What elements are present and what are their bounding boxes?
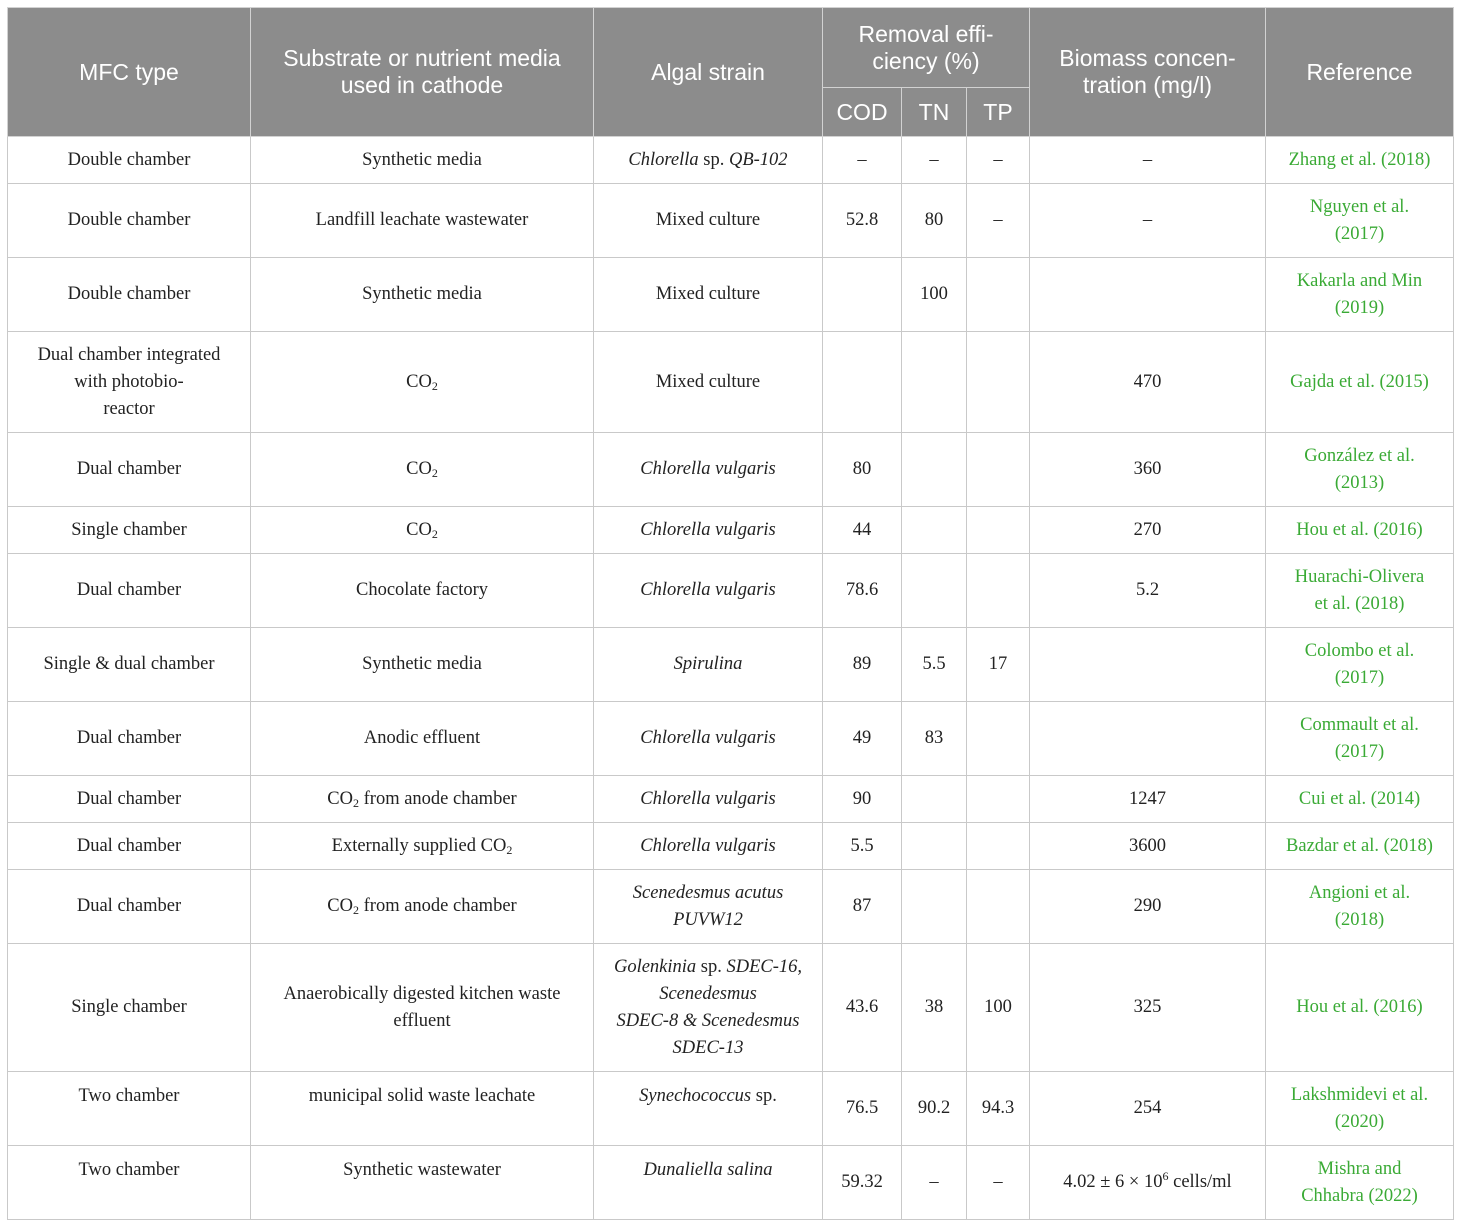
ref-line1: Huarachi-Olivera (1294, 566, 1425, 587)
cell-cod: 78.6 (823, 554, 902, 628)
ref-line1: Lakshmidevi et al. (1290, 1084, 1429, 1105)
cell-reference-link[interactable]: Hou et al. (2016) (1266, 944, 1454, 1072)
cell-tn (902, 433, 967, 507)
cell-tp: 94.3 (967, 1072, 1030, 1146)
substrate-text-rest: from anode chamber (359, 788, 517, 809)
table-row (8, 258, 1454, 332)
cell-tn: 5.5 (902, 628, 967, 702)
ref-line2: (2020) (1334, 1111, 1385, 1132)
cell-tn (902, 554, 967, 628)
cell-substrate (251, 433, 594, 507)
header-removal-line1: Removal effi- (858, 20, 994, 47)
cell-mfc-type: Dual chamber (8, 776, 251, 823)
superscript: 6 (1162, 1169, 1169, 1183)
biomass-unit: cells/ml (1168, 1172, 1232, 1192)
cell-mfc-type: Dual chamber (8, 554, 251, 628)
table-row (8, 332, 1454, 433)
cell-biomass: 470 (1030, 332, 1266, 433)
cell-tn (902, 870, 967, 944)
cell-tp: – (967, 137, 1030, 184)
cell-reference-link[interactable] (1266, 433, 1454, 507)
ref-line1: Commault et al. (1300, 714, 1419, 735)
strain-genus: Golenkinia (613, 956, 697, 977)
cell-cod: 90 (823, 776, 902, 823)
strain-line4: SDEC-13 (672, 1037, 744, 1058)
cell-substrate: Chocolate factory (251, 554, 594, 628)
subscript: 2 (431, 466, 438, 480)
table-row (8, 944, 1454, 1072)
cell-biomass (1030, 702, 1266, 776)
substrate-text: CO (406, 519, 432, 540)
substrate-text: CO (327, 896, 353, 916)
cell-algal-strain: Mixed culture (594, 258, 823, 332)
substrate-text-rest: from anode chamber (359, 896, 517, 916)
cell-tp (967, 433, 1030, 507)
cell-biomass: 290 (1030, 870, 1266, 944)
cell-cod: 89 (823, 628, 902, 702)
header-tn: TN (902, 88, 967, 137)
strain-genus: Synechococcus (639, 1086, 752, 1106)
cell-mfc-type: Double chamber (8, 258, 251, 332)
cell-tp (967, 823, 1030, 870)
cell-tp: – (967, 184, 1030, 258)
table-row (8, 184, 1454, 258)
cell-algal-strain: Chlorella vulgaris (594, 702, 823, 776)
cell-substrate: municipal solid waste leachate (251, 1072, 594, 1146)
header-biomass-line2: tration (mg/l) (1082, 72, 1213, 98)
table-row (8, 776, 1454, 823)
header-substrate-line2: used in cathode (340, 72, 504, 98)
substrate-line1: Anaerobically digested kitchen waste (283, 983, 561, 1004)
cell-reference-link[interactable] (1266, 628, 1454, 702)
cell-reference-link[interactable] (1266, 554, 1454, 628)
cell-biomass: 3600 (1030, 823, 1266, 870)
cell-substrate (251, 823, 594, 870)
cell-tn (902, 332, 967, 433)
mfc-algae-table (7, 7, 1454, 1220)
table-row (8, 554, 1454, 628)
ref-line2: (2017) (1334, 741, 1385, 762)
table-container (7, 7, 1453, 1220)
cell-algal-strain (594, 870, 823, 944)
cell-biomass: 5.2 (1030, 554, 1266, 628)
ref-line1: González et al. (1304, 445, 1415, 466)
ref-line1: Kakarla and Min (1296, 270, 1423, 291)
cell-algal-strain: Mixed culture (594, 332, 823, 433)
substrate-text: CO (406, 371, 432, 392)
cell-biomass (1030, 1146, 1266, 1220)
cell-tp: – (967, 1146, 1030, 1220)
table-body (8, 137, 1454, 1220)
cell-cod (823, 258, 902, 332)
cell-biomass: 1247 (1030, 776, 1266, 823)
cell-cod: 80 (823, 433, 902, 507)
biomass-value: 4.02 ± 6 × 10 (1063, 1172, 1163, 1192)
subscript: 2 (353, 903, 359, 917)
cell-algal-strain: Chlorella vulgaris (594, 433, 823, 507)
ref-line2: (2017) (1334, 223, 1385, 244)
cell-cod: 87 (823, 870, 902, 944)
cell-biomass: 360 (1030, 433, 1266, 507)
cell-tp (967, 554, 1030, 628)
cell-mfc-type: Single chamber (8, 944, 251, 1072)
substrate-text: Externally supplied CO (331, 835, 507, 856)
table-row (8, 870, 1454, 944)
strain-code: QB-102 (728, 149, 788, 170)
cell-reference-link[interactable] (1266, 258, 1454, 332)
header-removal-line2: ciency (%) (872, 47, 980, 74)
cell-mfc-type: Two chamber (8, 1146, 251, 1220)
mfc-line1: Dual chamber integrated (37, 344, 221, 365)
cell-tp (967, 507, 1030, 554)
strain-line2: Scenedesmus (659, 983, 757, 1004)
table-row (8, 1072, 1454, 1146)
cell-reference-link[interactable]: Hou et al. (2016) (1266, 507, 1454, 554)
cell-algal-strain: Chlorella vulgaris (594, 823, 823, 870)
table-row (8, 507, 1454, 554)
table-row (8, 137, 1454, 184)
cell-reference-link[interactable] (1266, 870, 1454, 944)
cell-substrate: Anodic effluent (251, 702, 594, 776)
cell-tp: 17 (967, 628, 1030, 702)
ref-line1: Colombo et al. (1304, 640, 1415, 661)
cell-biomass: – (1030, 137, 1266, 184)
cell-mfc-type: Double chamber (8, 184, 251, 258)
cell-substrate: Synthetic media (251, 137, 594, 184)
cell-tp (967, 702, 1030, 776)
cell-mfc-type: Single chamber (8, 507, 251, 554)
cell-tp (967, 776, 1030, 823)
header-removal-efficiency (823, 8, 1030, 88)
subscript: 2 (353, 795, 359, 810)
ref-line1: Nguyen et al. (1309, 196, 1410, 217)
ref-line1: Angioni et al. (1308, 882, 1411, 903)
cell-algal-strain (594, 137, 823, 184)
cell-mfc-type: Dual chamber (8, 870, 251, 944)
table-row (8, 433, 1454, 507)
cell-tn (902, 776, 967, 823)
cell-substrate (251, 507, 594, 554)
cell-substrate (251, 870, 594, 944)
cell-reference-link[interactable] (1266, 702, 1454, 776)
cell-biomass: 325 (1030, 944, 1266, 1072)
cell-reference-link[interactable]: Cui et al. (2014) (1266, 776, 1454, 823)
cell-tp (967, 258, 1030, 332)
cell-tp: 100 (967, 944, 1030, 1072)
cell-reference-link[interactable] (1266, 1146, 1454, 1220)
ref-line2: (2017) (1334, 667, 1385, 688)
subscript: 2 (431, 526, 438, 541)
cell-cod: 52.8 (823, 184, 902, 258)
subscript: 2 (431, 378, 438, 393)
cell-cod: 43.6 (823, 944, 902, 1072)
header-biomass-line1: Biomass concen- (1059, 45, 1236, 71)
strain-line3: SDEC-8 & Scenedesmus (616, 1010, 800, 1031)
header-tp: TP (967, 88, 1030, 137)
cell-mfc-type: Dual chamber (8, 433, 251, 507)
cell-mfc-type: Dual chamber (8, 702, 251, 776)
cell-algal-strain: Chlorella vulgaris (594, 776, 823, 823)
cell-cod: 5.5 (823, 823, 902, 870)
cell-mfc-type: Double chamber (8, 137, 251, 184)
cell-tn: 83 (902, 702, 967, 776)
cell-substrate (251, 332, 594, 433)
cell-algal-strain: Spirulina (594, 628, 823, 702)
substrate-line2: effluent (393, 1010, 451, 1031)
cell-mfc-type (8, 332, 251, 433)
strain-line1: Scenedesmus acutus (632, 882, 784, 903)
cell-algal-strain: Mixed culture (594, 184, 823, 258)
table-row (8, 823, 1454, 870)
ref-line2: Chhabra (2022) (1301, 1185, 1418, 1206)
cell-cod: 49 (823, 702, 902, 776)
substrate-text: CO (327, 788, 353, 809)
header-algal-strain: Algal strain (594, 8, 823, 137)
cell-tn: – (902, 137, 967, 184)
cell-mfc-type: Dual chamber (8, 823, 251, 870)
cell-biomass (1030, 628, 1266, 702)
header-substrate-line1: Substrate or nutrient media (283, 45, 561, 71)
mfc-line2: with photobio- (74, 371, 184, 392)
cell-cod (823, 332, 902, 433)
strain-sp: sp. (751, 1086, 777, 1106)
cell-cod: 59.32 (823, 1146, 902, 1220)
strain-line2: PUVW12 (673, 909, 743, 930)
cell-reference-link[interactable] (1266, 1072, 1454, 1146)
ref-line1: Mishra and (1317, 1158, 1402, 1179)
cell-biomass: – (1030, 184, 1266, 258)
cell-algal-strain: Chlorella vulgaris (594, 554, 823, 628)
cell-substrate (251, 944, 594, 1072)
cell-cod: – (823, 137, 902, 184)
cell-reference-link[interactable]: Gajda et al. (2015) (1266, 332, 1454, 433)
cell-tn: 100 (902, 258, 967, 332)
cell-algal-strain: Dunaliella salina (594, 1146, 823, 1220)
ref-line2: (2019) (1334, 297, 1385, 318)
subscript: 2 (506, 842, 513, 857)
strain-genus: Chlorella (628, 149, 699, 170)
strain-sp: sp. (696, 956, 727, 977)
cell-substrate: Synthetic media (251, 258, 594, 332)
header-substrate (251, 8, 594, 137)
ref-line2: (2013) (1334, 472, 1385, 493)
mfc-line3: reactor (103, 398, 155, 419)
cell-biomass: 254 (1030, 1072, 1266, 1146)
strain-sp: sp. (698, 149, 729, 170)
cell-algal-strain (594, 944, 823, 1072)
cell-reference-link[interactable]: Zhang et al. (2018) (1266, 137, 1454, 184)
cell-reference-link[interactable]: Bazdar et al. (2018) (1266, 823, 1454, 870)
cell-tn: 38 (902, 944, 967, 1072)
cell-tn: – (902, 1146, 967, 1220)
cell-tp (967, 870, 1030, 944)
cell-mfc-type: Single & dual chamber (8, 628, 251, 702)
substrate-text: CO (406, 459, 432, 479)
cell-tn: 90.2 (902, 1072, 967, 1146)
cell-mfc-type: Two chamber (8, 1072, 251, 1146)
cell-tp (967, 332, 1030, 433)
cell-tn: 80 (902, 184, 967, 258)
cell-biomass (1030, 258, 1266, 332)
cell-algal-strain (594, 1072, 823, 1146)
ref-line2: (2018) (1334, 909, 1385, 930)
cell-tn (902, 823, 967, 870)
cell-cod: 76.5 (823, 1072, 902, 1146)
cell-substrate: Landfill leachate wastewater (251, 184, 594, 258)
cell-biomass: 270 (1030, 507, 1266, 554)
cell-reference-link[interactable] (1266, 184, 1454, 258)
cell-algal-strain: Chlorella vulgaris (594, 507, 823, 554)
header-cod: COD (823, 88, 902, 137)
header-reference: Reference (1266, 8, 1454, 137)
header-mfc-type: MFC type (8, 8, 251, 137)
cell-tn (902, 507, 967, 554)
ref-line2: et al. (2018) (1314, 593, 1405, 614)
cell-substrate (251, 776, 594, 823)
cell-substrate: Synthetic media (251, 628, 594, 702)
header-biomass (1030, 8, 1266, 137)
strain-code: SDEC-16, (726, 956, 803, 977)
table-row (8, 628, 1454, 702)
cell-cod: 44 (823, 507, 902, 554)
cell-substrate: Synthetic wastewater (251, 1146, 594, 1220)
table-header (8, 8, 1454, 137)
table-row (8, 1146, 1454, 1220)
table-row (8, 702, 1454, 776)
